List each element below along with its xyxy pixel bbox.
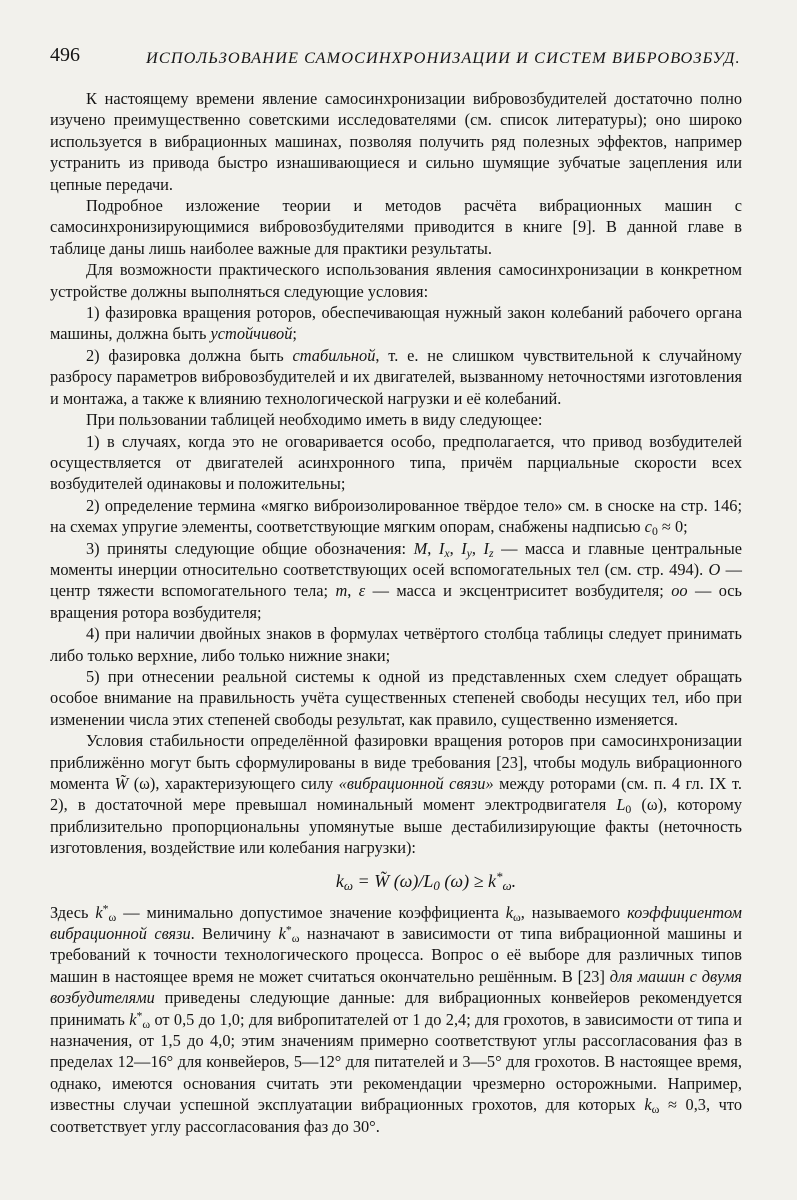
text-run: , — [449, 538, 462, 558]
subscript: 0 — [625, 803, 632, 817]
text-run: (ω) ≥ — [439, 870, 488, 891]
text-run: . — [511, 870, 517, 891]
text-run: Подробное изложение теории и методов расчёта вибрационных машин с самосинхронизирующимися вибровозбудителями приводится в книге [9]. В данной главе в таблице даны лишь наиболее важные для практики результаты. — [50, 196, 742, 258]
paragraph-p7 — [50, 431, 742, 495]
text-run: , — [347, 581, 359, 601]
italic-text: O — [708, 559, 721, 579]
text-run: , т. е. не слишком чувствительной к случайному разбросу параметров вибровозбудителей и их двигателей, вызванному неточностями изготовления и монтажа, а также к влиянию технологической нагрузки и её колебаний. — [50, 345, 742, 408]
text-run: между роторами (см. п. 4 гл. IX т. 2), в достаточной мере превышал номинальный момент электродвигателя — [50, 774, 742, 815]
italic-text: M — [413, 538, 428, 558]
formula-k-omega — [50, 868, 742, 893]
text-block-after-formula — [50, 902, 742, 1137]
italic-text: oo — [671, 581, 688, 601]
text-run: (ω), которому приблизительно пропорциональны упомянутые выше дестабилизирующие факты (неточность изготовления, воздействие или колебания нагрузки): — [50, 795, 742, 858]
superscript: * — [285, 923, 292, 937]
paragraph-p2 — [50, 195, 742, 259]
text-run: 2) фазировка должна быть — [86, 345, 293, 365]
text-run: Для возможности практического использования явления самосинхронизации в конкретном устройстве должны выполняться следующие условия: — [50, 260, 742, 301]
paragraph-p10 — [50, 623, 742, 666]
paragraph-p4 — [50, 302, 742, 345]
text-run: 5) при отнесении реальной системы к одной из представленных схем следует обращать особое внимание на правильность учёта существенных степеней свободы несущих тел, ибо при изменении числа этих степеней свободы результат, как правило, существенно изменяется. — [50, 666, 742, 729]
italic-text: k — [644, 1095, 652, 1115]
subscript: z — [488, 546, 494, 560]
text-run: — масса и главные центральные моменты инерции относительно соответствующих осей вспомогательных тел (см. стр. 494). — [50, 538, 743, 579]
subscript: ω — [502, 877, 512, 893]
italic-text: k — [95, 902, 103, 922]
superscript: * — [136, 1009, 143, 1023]
text-run: 1) фазировка вращения роторов, обеспечивающая нужный закон колебаний рабочего органа машины, должна быть — [50, 303, 742, 344]
text-run: ≈ 0; — [657, 517, 688, 537]
text-run: — масса и эксцентриситет возбудителя; — [365, 581, 672, 601]
page-header — [50, 44, 757, 74]
paragraph-p6 — [50, 409, 742, 430]
text-run: , называемого — [520, 902, 628, 922]
paragraph-p8 — [50, 495, 742, 538]
text-run: 1) в случаях, когда это не оговаривается особо, предполагается, что привод возбудителей осуществляется от двигателей асинхронного типа, причём парциальные скорости всех возбудителей одинаковы и положительны; — [50, 431, 742, 494]
paragraph-p3 — [50, 259, 742, 302]
text-run: . Величину — [190, 924, 279, 944]
subscript: ω — [343, 877, 354, 893]
text-run: 2) определение термина «мягко виброизолированное твёрдое тело» см. в сноске на стр. 146; на схемах упругие элементы, соответствующие мягким опорам, снабжены надписью — [50, 495, 742, 537]
text-run: (ω)/ — [389, 870, 424, 891]
superscript: * — [102, 902, 109, 916]
paragraph-p12 — [50, 730, 742, 858]
text-run: При пользовании таблицей необходимо иметь в виду следующее: — [86, 410, 543, 430]
text-run: — центр тяжести вспомогательного тела; — [50, 559, 742, 601]
italic-text: I — [483, 538, 489, 558]
text-run: (ω), характеризующего силу — [128, 774, 339, 793]
italic-text: «вибрационной связи» — [338, 774, 494, 793]
italic-text: W̃ — [374, 870, 390, 891]
italic-text: стабильной — [292, 345, 376, 365]
italic-text: W̃ — [114, 774, 129, 793]
subscript: ω — [291, 931, 300, 945]
text-run: = — [353, 870, 375, 891]
subscript: ω — [108, 910, 117, 924]
italic-text: k — [278, 924, 286, 944]
text-run: 3) приняты следующие общие обозначения: — [86, 538, 414, 558]
text-run: К настоящему времени явление самосинхронизации вибровозбудителей достаточно полно изучено преимущественно советскими исследователями (см. список литературы); оно широко используется в вибрационных машинах, позволяя получить ряд полезных эффектов, например устранить из привода быстро изнашивающиеся и сильно шумящие зубчатые зацепления или цепные передачи. — [50, 89, 742, 194]
text-run: — минимально допустимое значение коэффициента — [116, 902, 506, 922]
subscript: 0 — [433, 877, 440, 893]
italic-text: m — [335, 581, 348, 601]
subscript: ω — [513, 910, 521, 924]
subscript: 0 — [651, 525, 658, 539]
italic-text: I — [438, 538, 445, 558]
paragraph-p9 — [50, 538, 742, 624]
paragraph-p5 — [50, 345, 742, 409]
paragraph-p11 — [50, 666, 742, 730]
text-run: 4) при наличии двойных знаков в формулах четвёртого столбца таблицы следует принимать либо только верхние, либо только нижние знаки; — [50, 624, 742, 665]
text-run: Условия стабильности определённой фазировки вращения роторов при самосинхронизации приближённо могут быть сформулированы в виде требования [23], чтобы модуль вибрационного момента — [50, 731, 742, 793]
text-run: ; — [292, 324, 297, 344]
text-run: , — [471, 538, 484, 558]
paragraph-p13 — [50, 902, 742, 1137]
text-run: , — [427, 538, 439, 558]
italic-text: k — [335, 870, 344, 891]
italic-text: k — [129, 1009, 137, 1029]
italic-text: для машин с двумя возбудителями — [50, 966, 742, 1008]
subscript: x — [444, 546, 450, 560]
subscript: ω — [142, 1017, 151, 1031]
italic-text: k — [505, 902, 514, 922]
paragraph-p1 — [50, 88, 742, 195]
superscript: * — [495, 868, 503, 884]
text-run: назначают в зависимости от типа вибрационной машины и требований к точности технологического процесса. Вопрос о её выборе для различных типов машин в настоящее время не может считаться окончательно решённым. В [23] — [50, 924, 742, 986]
text-run: приведены следующие данные: для вибрационных конвейеров рекомендуется принимать — [50, 988, 742, 1029]
page-body — [50, 88, 742, 1137]
running-title: ИСПОЛЬЗОВАНИЕ САМОСИНХРОНИЗАЦИИ И СИСТЕМ ВИБРОВОЗБУД. — [146, 48, 741, 67]
page-number: 496 — [50, 44, 80, 66]
subscript: y — [466, 546, 472, 560]
italic-text: ε — [358, 581, 366, 601]
text-run: от 0,5 до 1,0; для вибропитателей от 1 до 2,4; для грохотов, в зависимости от типа и назначения, от 1,5 до 4,0; этим значениям примерно соответствуют углы рассогласования фаз в пределах 12—16° для конвейеров, 5—12° для питателей и 3—5° для грохотов. В настоящее время, однако, имеются основания считать эти рекомендации чрезмерно осторожными. Например, известны случаи успешной эксплуатации вибрационных грохотов, для которых — [50, 1009, 743, 1115]
text-run: ≈ 0,3, что соответствует углу рассогласования фаз до 30°. — [50, 1095, 742, 1136]
subscript: ω — [651, 1103, 660, 1117]
text-block-before-formula — [50, 88, 742, 859]
italic-text: k — [487, 870, 496, 891]
text-run: Здесь — [50, 902, 96, 922]
italic-text: коэффициентом вибрационной связи — [50, 902, 742, 944]
italic-text: устойчивой — [210, 324, 293, 344]
italic-text: L — [423, 870, 434, 891]
italic-text: c — [644, 517, 652, 537]
italic-text: I — [461, 538, 467, 558]
italic-text: L — [616, 795, 626, 815]
text-run: — ось вращения ротора возбудителя; — [50, 581, 742, 622]
